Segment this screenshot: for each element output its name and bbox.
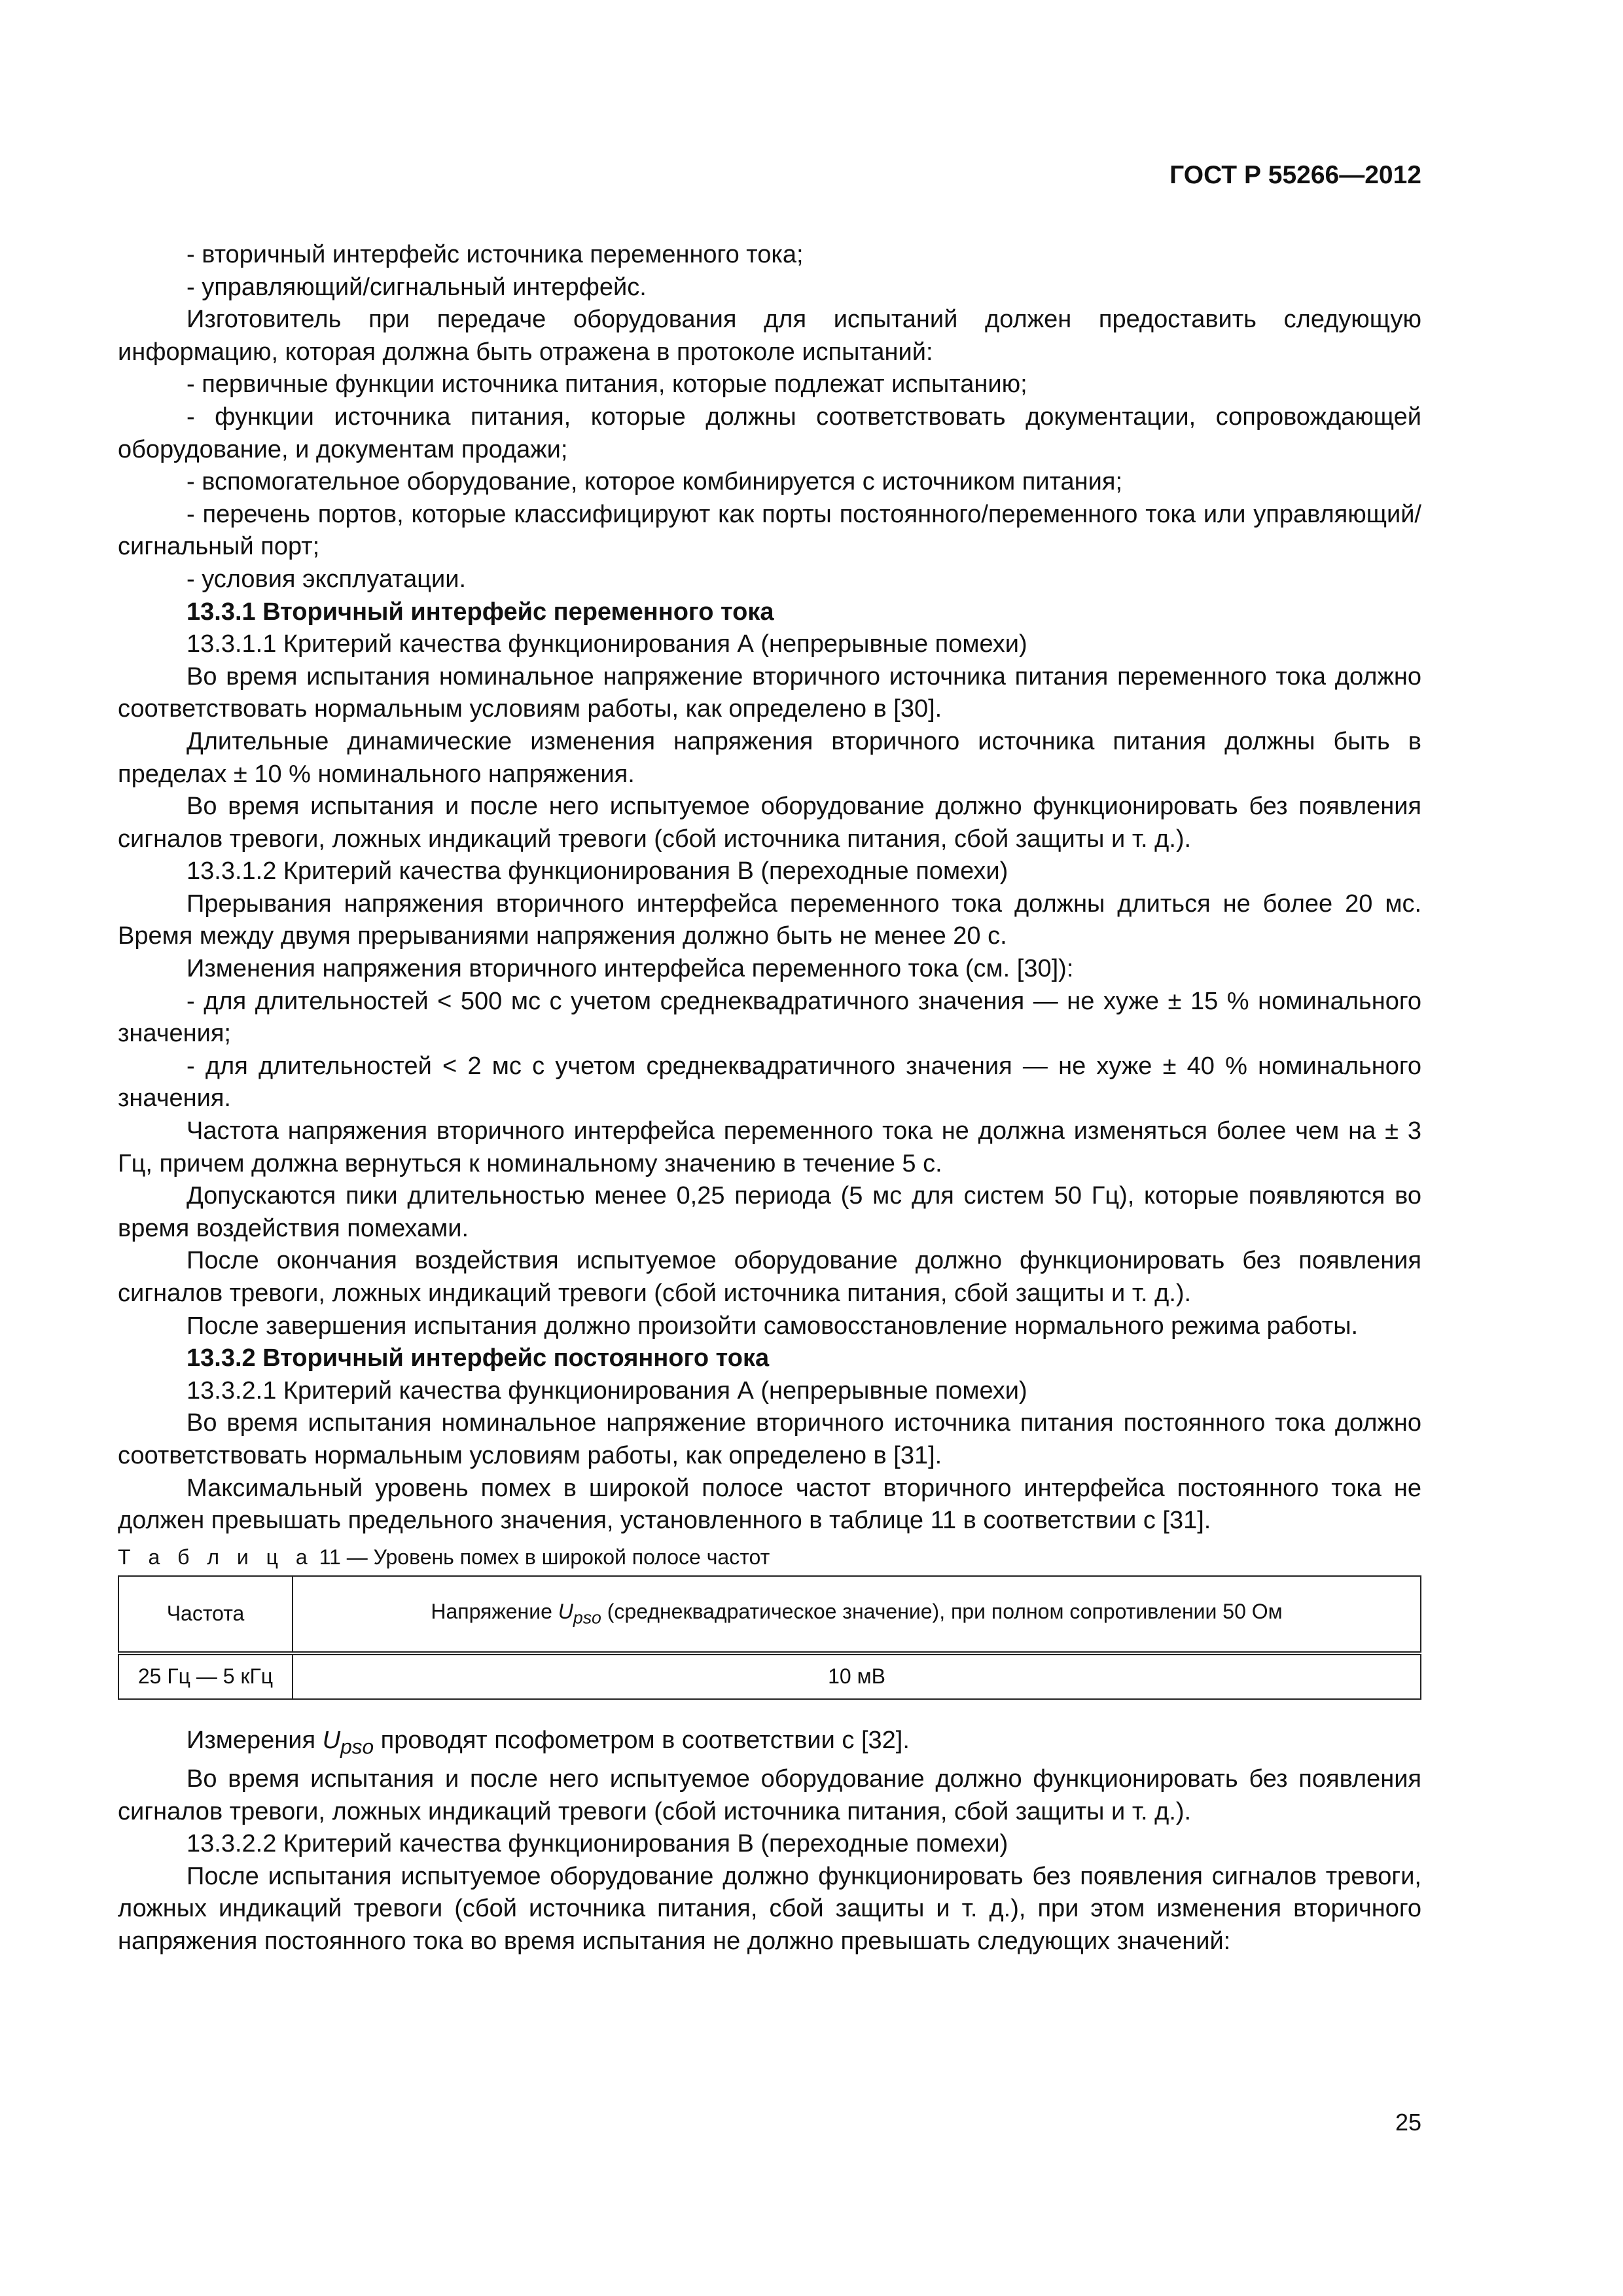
paragraph: Во время испытания номинальное напряжение вторичного источника питания переменного тока должно соответствовать нормальным условиям работы, как определено в [30].: [118, 662, 1421, 723]
table-caption: [118, 1543, 1421, 1571]
document-header: [118, 161, 1421, 190]
paragraphs-top: [118, 239, 1421, 1537]
measurement-subscript: pso: [340, 1734, 374, 1759]
paragraph: - для длительностей < 2 мс с учетом среднеквадратичного значения — не хуже ± 40 % номинального значения.: [118, 1052, 1421, 1113]
table-caption-text: 11 — Уровень помех в широкой полосе частот: [319, 1545, 770, 1569]
column-header-frequency: Частота: [118, 1576, 293, 1653]
paragraph: Длительные динамические изменения напряжения вторичного источника питания должны быть в пределах ± 10 % номинального напряжения.: [118, 727, 1421, 788]
cell-frequency: 25 Гц — 5 кГц: [118, 1653, 293, 1699]
paragraph: - перечень портов, которые классифицируют как порты постоянного/переменного тока или управляющий/сигнальный порт;: [118, 500, 1421, 561]
page-body: [118, 239, 1421, 1958]
paragraph: Допускаются пики длительностью менее 0,25 периода (5 мс для систем 50 Гц), которые появляются во время воздействия помехами.: [118, 1182, 1421, 1242]
measurement-symbol: U: [322, 1726, 341, 1754]
paragraph: 13.3.1.2 Критерий качества функционирования В (переходные помехи): [187, 857, 1008, 886]
page-number: 25: [1395, 2109, 1421, 2136]
paragraph: Максимальный уровень помех в широкой полосе частот вторичного интерфейса постоянного тока не должен превышать предельного значения, установленного в таблице 11 в соответствии с [31].: [118, 1474, 1421, 1535]
paragraph: 13.3.1.1 Критерий качества функционирования А (непрерывные помехи): [187, 630, 1027, 658]
paragraph: Изготовитель при передаче оборудования для испытаний должен предоставить следующую информацию, которая должна быть отражена в протоколе испытаний:: [118, 306, 1421, 366]
paragraph: После окончания воздействия испытуемое оборудование должно функционировать без появления сигналов тревоги, ложных индикаций тревоги (сбой источника питания, сбой защиты и т. д.).: [118, 1247, 1421, 1307]
paragraph: Во время испытания и после него испытуемое оборудование должно функционировать без появления сигналов тревоги, ложных индикаций тревоги (сбой источника питания, сбой защиты и т. д.).: [118, 1765, 1421, 1825]
voltage-subscript: pso: [573, 1607, 601, 1628]
paragraph: 13.3.2.1 Критерий качества функционирования А (непрерывные помехи): [187, 1376, 1027, 1405]
paragraph: - управляющий/сигнальный интерфейс.: [187, 273, 647, 301]
page-footer: [118, 2109, 1421, 2136]
paragraph: Во время испытания номинальное напряжение вторичного источника питания постоянного тока должно соответствовать нормальным условиям работы, как определено в [31].: [118, 1409, 1421, 1469]
column-header-voltage: [293, 1576, 1421, 1653]
paragraph: После испытания испытуемое оборудование должно функционировать без появления сигналов тревоги, ложных индикаций тревоги (сбой источника питания, сбой защиты и т. д.), при этом изменения вторичного напряжения постоянного тока во время испытания не должно превышать следующих значений:: [118, 1862, 1421, 1955]
paragraph: - условия эксплуатации.: [187, 565, 467, 593]
table-label: Т а б л и ц а: [118, 1545, 313, 1569]
paragraph: - первичные функции источника питания, которые подлежат испытанию;: [187, 370, 1027, 399]
document-id: ГОСТ Р 55266—2012: [1169, 161, 1421, 189]
paragraph: - вспомогательное оборудование, которое комбинируется с источником питания;: [187, 468, 1123, 496]
noise-level-table: [118, 1575, 1421, 1700]
paragraph: - вторичный интерфейс источника переменного тока;: [187, 241, 804, 268]
paragraph: - функции источника питания, которые должны соответствовать документации, сопровождающей оборудование, и документам продажи;: [118, 403, 1421, 463]
paragraph: Изменения напряжения вторичного интерфейса переменного тока (см. [30]):: [187, 955, 1074, 983]
voltage-header-pre: Напряжение: [431, 1600, 558, 1624]
paragraph: - для длительностей < 500 мс с учетом среднеквадратичного значения — не хуже ± 15 % номинального значения;: [118, 987, 1421, 1048]
paragraphs-bottom: [118, 1763, 1421, 1958]
paragraph: 13.3.2.2 Критерий качества функционирования В (переходные помехи): [187, 1830, 1008, 1858]
measurement-note-post: проводят псофометром в соответствии с [32].: [374, 1726, 910, 1754]
paragraph: Частота напряжения вторичного интерфейса переменного тока не должна изменяться более чем на ± 3 Гц, причем должна вернуться к номинальному значению в течение 5 с.: [118, 1117, 1421, 1177]
paragraph: После завершения испытания должно произойти самовосстановление нормального режима работы.: [187, 1312, 1359, 1340]
section-heading: 13.3.1 Вторичный интерфейс переменного тока: [187, 598, 774, 626]
table-header-row: [118, 1576, 1421, 1653]
paragraph: Во время испытания и после него испытуемое оборудование должно функционировать без появления сигналов тревоги, ложных индикаций тревоги (сбой источника питания, сбой защиты и т. д.).: [118, 793, 1421, 853]
paragraph: Прерывания напряжения вторичного интерфейса переменного тока должны длиться не более 20 мс. Время между двумя прерываниями напряжения должно быть не менее 20 с.: [118, 889, 1421, 950]
measurement-note: [118, 1725, 1421, 1763]
voltage-symbol: U: [558, 1600, 573, 1624]
voltage-header-post: (среднеквадратическое значение), при полном сопротивлении 50 Ом: [601, 1600, 1283, 1624]
section-heading: 13.3.2 Вторичный интерфейс постоянного тока: [187, 1344, 770, 1372]
cell-voltage: 10 мВ: [293, 1653, 1421, 1699]
measurement-note-pre: Измерения: [187, 1726, 323, 1754]
table-row: [118, 1653, 1421, 1699]
